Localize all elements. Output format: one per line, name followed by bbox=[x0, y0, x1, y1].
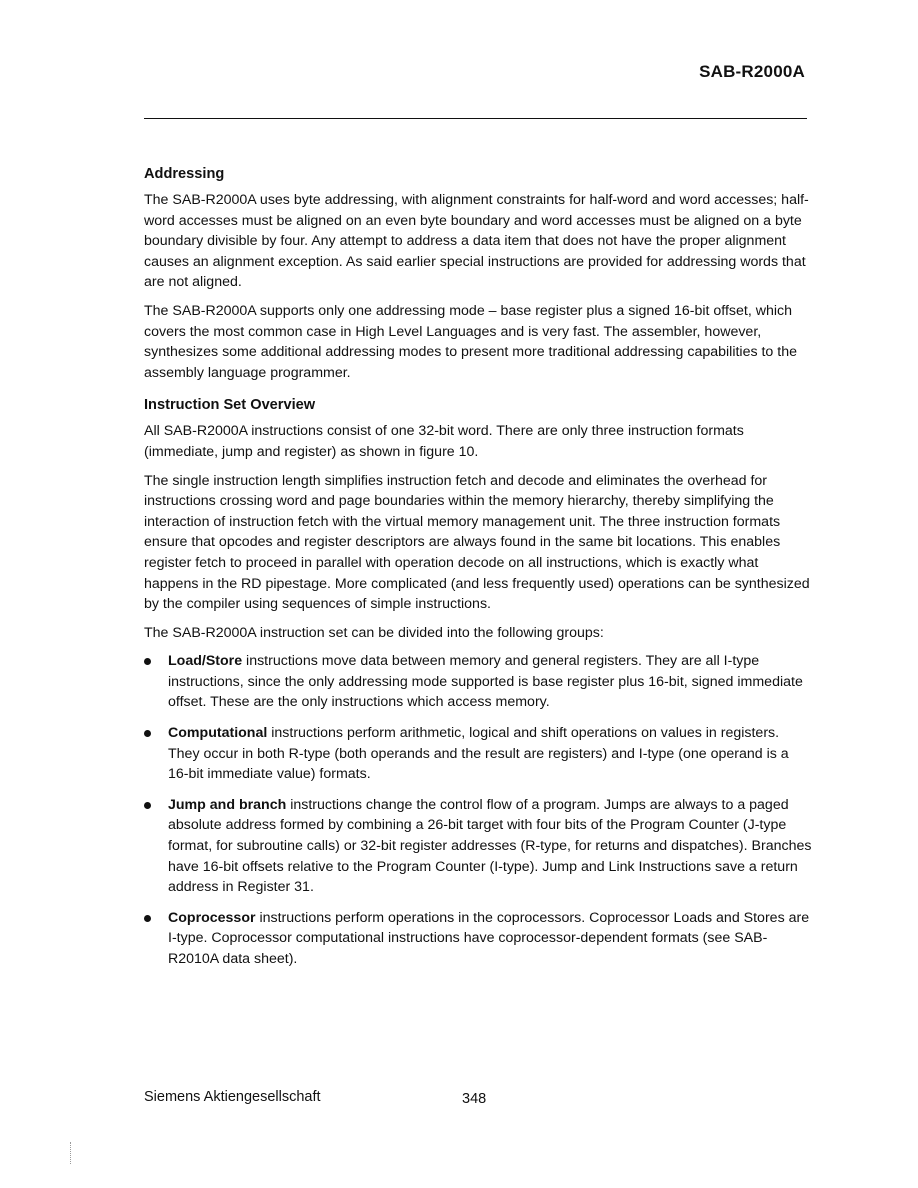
list-item-jump-and-branch bbox=[144, 795, 812, 898]
group-description: instructions perform operations in the coprocessors. Coprocessor Loads and Stores are I-type. Coprocessor computational instructions have coprocessor-dependent formats (see SAB-R2010A data sheet). bbox=[168, 909, 810, 967]
header-rule bbox=[144, 118, 807, 119]
footer-company: Siemens Aktiengesellschaft bbox=[144, 1089, 321, 1105]
group-description: instructions change the control flow of a program. Jumps are always to a paged absolute address formed by combining a 26-bit target with four bits of the Program Counter (J-type format, for subroutine calls) or 32-bit register addresses (R-type, for returns and dispatches). Branches have 16-bit offsets relative to the Program Counter (I-type). Jump and Link Instructions save a return address in Register 31. bbox=[168, 796, 812, 896]
group-term: Computational bbox=[168, 725, 268, 742]
bullet-icon bbox=[144, 658, 151, 665]
paragraph-addressing-1: The SAB-R2000A uses byte addressing, with alignment constraints for half-word and word accesses; half-word accesses must be aligned on an even byte boundary and word accesses must be aligned on a byte boundary divisible by four. Any attempt to address a data item that does not have the proper alignment causes an alignment exception. As said earlier special instructions are provided for addressing words that are not aligned. bbox=[144, 192, 809, 291]
scan-margin-marks bbox=[70, 1142, 73, 1164]
group-term: Jump and branch bbox=[168, 796, 287, 813]
paragraph-overview-1: All SAB-R2000A instructions consist of one 32-bit word. There are only three instruction formats (immediate, jump and register) as shown in figure 10. bbox=[144, 423, 744, 460]
footer-page-number: 348 bbox=[462, 1091, 487, 1107]
bullet-icon bbox=[144, 730, 151, 737]
bullet-icon bbox=[144, 915, 151, 922]
paragraph-addressing-2: The SAB-R2000A supports only one addressing mode – base register plus a signed 16-bit offset, which covers the most common case in High Level Languages and is very fast. The assembler, however, synthesizes some additional addressing modes to present more traditional addressing capabilities to the assembly language programmer. bbox=[144, 302, 797, 381]
group-term: Load/Store bbox=[168, 653, 243, 670]
paragraph-overview-2: The single instruction length simplifies instruction fetch and decode and eliminates the overhead for instructions crossing word and page boundaries within the memory hierarchy, thereby simplifying the interaction of instruction fetch with the virtual memory management unit. The three instruction formats ensure that opcodes and register descriptors are always found in the same bit locations. This enables register fetch to proceed in parallel with operation decode on all instructions, which is exactly what happens in the RD pipestage. More complicated (and less frequently used) operations can be synthesized by the compiler using sequences of simple instructions. bbox=[144, 472, 810, 613]
instruction-groups-list bbox=[144, 651, 812, 969]
paragraph-overview-3: The SAB-R2000A instruction set can be divided into the following groups: bbox=[144, 624, 604, 641]
list-item-coprocessor bbox=[144, 908, 812, 970]
bullet-icon bbox=[144, 802, 151, 809]
list-item-computational bbox=[144, 723, 812, 785]
group-description: instructions perform arithmetic, logical and shift operations on values in registers. They occur in both R-type (both operands and the result are registers) and I-type (one operand is a 16-bit immediate value) formats. bbox=[168, 725, 789, 783]
group-description: instructions move data between memory and general registers. They are all I-type instructions, since the only addressing mode supported is base register plus 16-bit, signed immediate offset. These are the only instructions which access memory. bbox=[168, 653, 803, 711]
page-content bbox=[144, 164, 812, 980]
group-term: Coprocessor bbox=[168, 909, 256, 926]
list-item-load-store bbox=[144, 651, 812, 713]
section-heading-addressing: Addressing bbox=[144, 166, 225, 182]
section-heading-instruction-set-overview: Instruction Set Overview bbox=[144, 397, 316, 414]
page-header-title: SAB-R2000A bbox=[699, 62, 805, 81]
